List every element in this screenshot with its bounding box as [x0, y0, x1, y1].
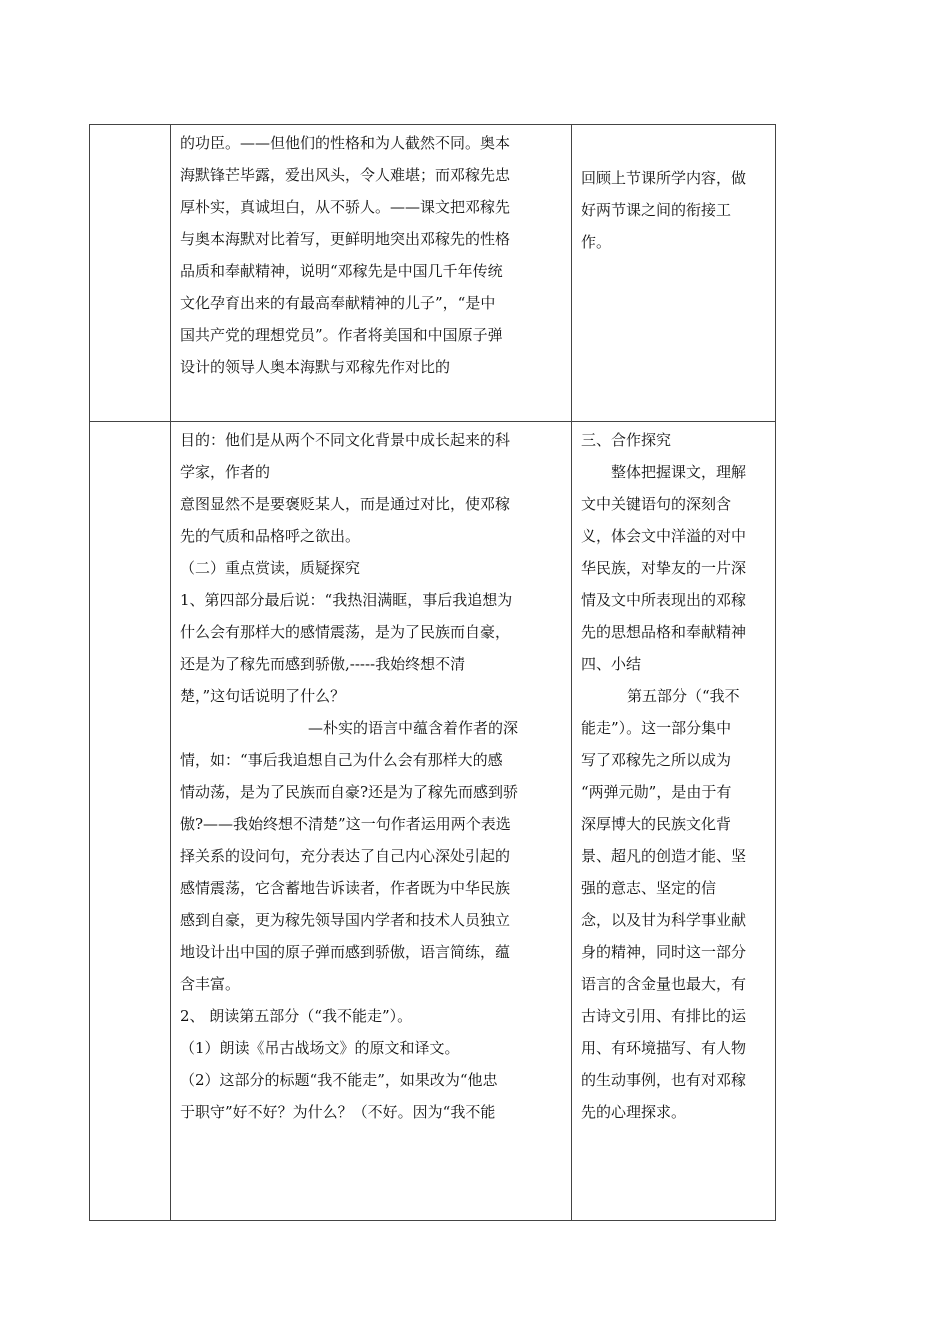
text-line: 品质和奉献精神，说明“邓稼先是中国几千年传统	[180, 262, 503, 280]
note-line: 景、超凡的创造才能、坚	[581, 847, 747, 865]
note-line: 的生动事例，也有对邓稼	[581, 1071, 747, 1089]
note-line: 作。	[581, 233, 612, 251]
note-line: “两弹元勋”，是由于有	[581, 783, 732, 801]
note-line: 义，体会文中洋溢的对中	[581, 527, 747, 545]
text-line: 的功臣。——但他们的性格和为人截然不同。奥本	[180, 134, 511, 152]
text-line: 感到自豪，更为稼先领导国内学者和技术人员独立	[180, 911, 511, 929]
text-line: 学家，作者的	[180, 463, 271, 481]
note-line: 第五部分（“我不	[627, 687, 740, 705]
section-heading: 四、小结	[581, 655, 642, 673]
text-line: 意图显然不是要褒贬某人，而是通过对比，使邓稼	[180, 495, 511, 513]
text-line: 国共产党的理想党员”。作者将美国和中国原子弹	[180, 326, 503, 344]
note-line: 华民族，对挚友的一片深	[581, 559, 747, 577]
text-line: 感情震荡，它含蓄地告诉读者，作者既为中华民族	[180, 879, 511, 897]
note-line: 回顾上节课所学内容，做	[581, 169, 747, 187]
text-line: 设计的领导人奥本海默与邓稼先作对比的	[180, 358, 451, 376]
table-row	[90, 422, 776, 1221]
text-line: 傲?——我始终想不清楚”这一句作者运用两个表选	[180, 815, 511, 833]
text-line: 目的：他们是从两个不同文化背景中成长起来的科	[180, 431, 511, 449]
text-line: 择关系的设问句，充分表达了自己内心深处引起的	[180, 847, 511, 865]
question-line: 1、第四部分最后说：“我热泪满眶，事后我追想为	[180, 591, 513, 609]
note-line: 先的思想品格和奉献精神	[581, 623, 747, 641]
text-line: 海默锋芒毕露，爱出风头，令人难堪；而邓稼先忠	[180, 166, 511, 184]
question-line: 2、 朗读第五部分（“我不能走”）。	[180, 1007, 413, 1025]
note-line: 强的意志、坚定的信	[581, 879, 717, 897]
blank-cell	[90, 125, 171, 422]
table-row	[90, 125, 776, 422]
note-cell	[572, 125, 776, 422]
note-line: 情及文中所表现出的邓稼	[581, 591, 747, 609]
text-line: 情动荡，是为了民族而自豪?还是为了稼先而感到骄	[180, 783, 519, 801]
note-cell	[572, 422, 776, 1221]
text-line: 情，如：“事后我追想自己为什么会有那样大的感	[180, 751, 503, 769]
subquestion-line: （1）朗读《吊古战场文》的原文和译文。	[180, 1039, 460, 1057]
note-line: 念，以及甘为科学事业献	[581, 911, 747, 929]
note-line: 古诗文引用、有排比的运	[581, 1007, 747, 1025]
answer-line: —朴实的语言中蕴含着作者的深	[308, 719, 519, 737]
text-line: 先的气质和品格呼之欲出。	[180, 527, 361, 545]
note-line: 文中关键语句的深刻含	[581, 495, 732, 513]
note-line: 整体把握课文，理解	[611, 463, 747, 481]
blank-cell	[90, 422, 171, 1221]
subquestion-line: （2）这部分的标题“我不能走”，如果改为“他忠	[180, 1071, 498, 1089]
text-line: 厚朴实，真诚坦白，从不骄人。——课文把邓稼先	[180, 198, 511, 216]
text-line: 于职守”好不好？为什么？（不好。因为“我不能	[180, 1103, 496, 1121]
main-content-cell	[171, 422, 572, 1221]
note-line: 深厚博大的民族文化背	[581, 815, 732, 833]
text-line: 含丰富。	[180, 975, 241, 993]
note-line: 好两节课之间的衔接工	[581, 201, 732, 219]
note-line: 写了邓稼先之所以成为	[581, 751, 732, 769]
text-line: 文化孕育出来的有最高奉献精神的儿子”，“是中	[180, 294, 496, 312]
main-content-cell	[171, 125, 572, 422]
text-line: 地设计出中国的原子弹而感到骄傲，语言简练，蕴	[180, 943, 511, 961]
section-heading: 三、合作探究	[581, 431, 672, 449]
lesson-plan-table	[89, 124, 776, 1221]
note-line: 先的心理探求。	[581, 1103, 687, 1121]
text-line: 还是为了稼先而感到骄傲,-----我始终想不清	[180, 655, 466, 673]
section-heading: （二）重点赏读，质疑探究	[180, 559, 361, 577]
text-line: 与奥本海默对比着写，更鲜明地突出邓稼先的性格	[180, 230, 511, 248]
note-line: 语言的含金量也最大，有	[581, 975, 747, 993]
note-line: 身的精神，同时这一部分	[581, 943, 747, 961]
text-line: 什么会有那样大的感情震荡，是为了民族而自豪，	[180, 623, 511, 641]
text-line: 楚，”这句话说明了什么？	[180, 687, 346, 705]
note-line: 能走”）。这一部分集中	[581, 719, 732, 737]
note-line: 用、有环境描写、有人物	[581, 1039, 747, 1057]
